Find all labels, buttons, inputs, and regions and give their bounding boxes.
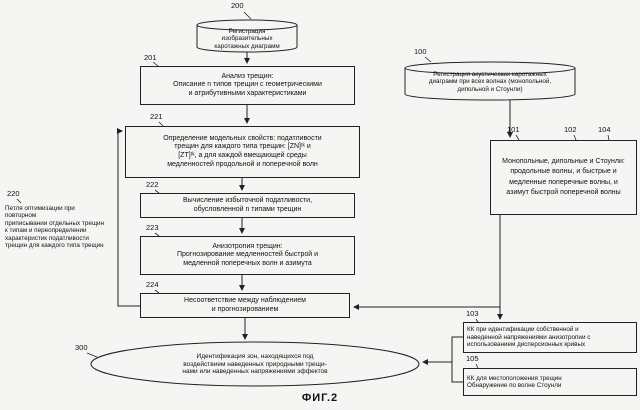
ref-label-102: 102 bbox=[564, 125, 577, 134]
ref-label-221: 221 bbox=[150, 112, 163, 121]
ref-label-100: 100 bbox=[414, 47, 427, 56]
model-properties-box: Определение модельных свойств: податливости трещин для каждого типа трещин: [ZN]ᵗᵏ и [ZT]ᵗᵏ, а для каждой вмещающей среды медленностей продольной и поперечной волн bbox=[125, 126, 360, 178]
ref-label-222: 222 bbox=[146, 180, 159, 189]
ref-label-201: 201 bbox=[144, 53, 157, 62]
ref-label-103: 103 bbox=[466, 309, 479, 318]
ref-label-104: 104 bbox=[598, 125, 611, 134]
image-logs-cylinder-text: Регистрация изобразительных каротажных диаграмм bbox=[214, 27, 280, 50]
figure-caption: ФИГ.2 bbox=[301, 392, 339, 404]
mismatch-box: Несоответствие между наблюдением и прогнозированием bbox=[140, 293, 350, 318]
ref-label-224: 224 bbox=[146, 280, 159, 289]
ref-label-105: 105 bbox=[466, 354, 479, 363]
fracture-analysis-box: Анализ трещин: Описание n типов трещин с геометрическими и атрибутивными характеристиками bbox=[140, 66, 355, 105]
qc-anisotropy-box: КК при идентификации собственной и наведенной напряжениями анизотропии с использованием дисперсионных кривых bbox=[463, 322, 637, 353]
identification-ellipse-text: Идентификация зон, находящихся под воздействием наведенных природными трещи- нами или наведенных напряжениями эффектов bbox=[182, 353, 328, 376]
qc-fracture-location-box: КК для местоположения трещин Обнаружение по волне Стоунли bbox=[463, 368, 637, 396]
ref-label-220: 220 bbox=[7, 189, 20, 198]
optimization-loop-note: Петля оптимизации при повторном приписывании отдельных трещин к типам и переопределении характеристик податливости трещин для каждого типа трещин bbox=[5, 205, 104, 250]
acoustic-logs-cylinder-text: Регистрация акустических каротажных диаграмм при всех волнах (монопольной, дипольной и Стоунли) bbox=[428, 70, 552, 93]
wave-modes-box: Монопольные, дипольные и Стоунли: продольные волны, и быстрые и медленные поперечные волны, и азимут быстрой поперечной волны bbox=[490, 140, 637, 215]
excess-compliance-box: Вычисление избыточной податливости, обусловленной n типами трещин bbox=[140, 193, 355, 218]
fracture-anisotropy-box: Анизотропия трещин: Прогнозирование медленностей быстрой и медленной поперечных волн и азимута bbox=[140, 236, 355, 275]
ref-label-223: 223 bbox=[146, 223, 159, 232]
ref-label-200: 200 bbox=[231, 1, 244, 10]
ref-label-101: 101 bbox=[507, 125, 520, 134]
ref-label-300: 300 bbox=[75, 343, 88, 352]
